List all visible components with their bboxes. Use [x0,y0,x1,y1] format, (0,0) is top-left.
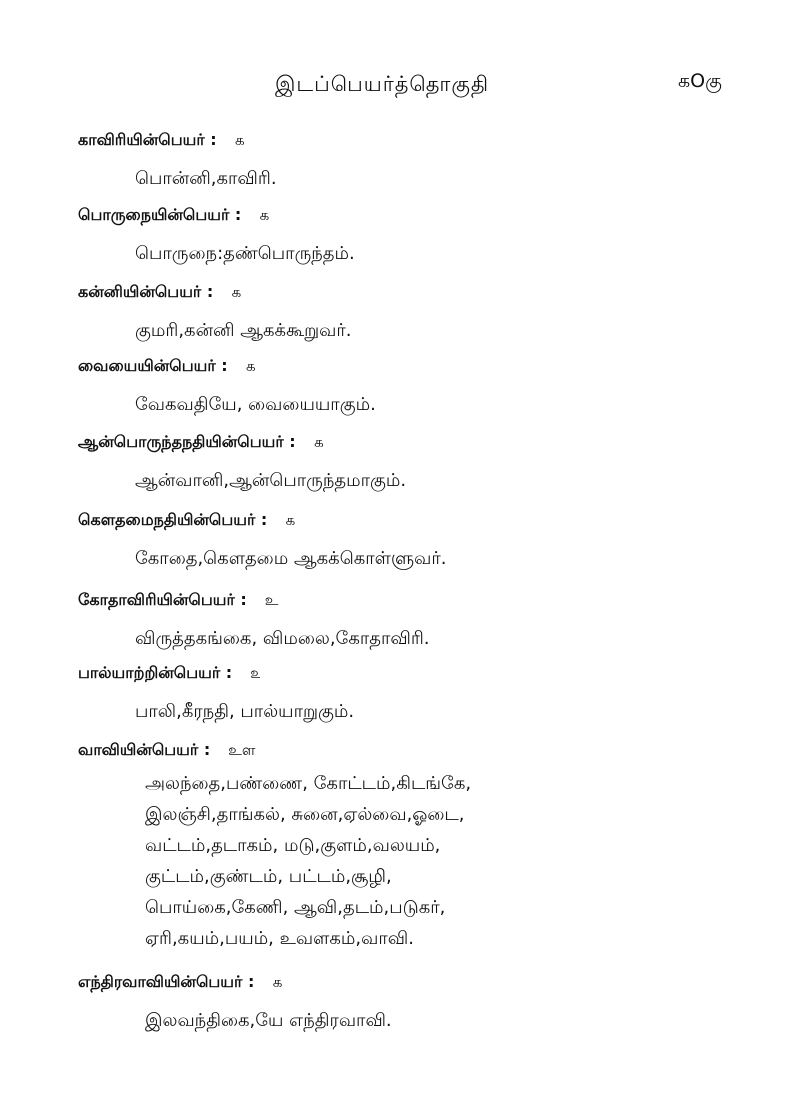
entry-count: உ [264,591,279,609]
entry-line: பொருநை:தண்பொருந்தம். [135,243,355,264]
entry-heading [78,205,270,226]
entry-line: குமரி,கன்னி ஆகக்கூறுவர். [135,320,352,341]
entry-body [135,624,430,654]
entry-heading [78,510,296,531]
entry-body [135,164,277,194]
entry-heading [78,590,278,611]
entry-line: பொன்னி,காவிரி. [135,168,277,189]
entry-count: ௧ [259,206,270,224]
entry-name: பால்யாற்றின்பெயர் : [78,663,233,682]
entry-line: கோதை,கௌதமை ஆகக்கொள்ளுவர். [135,548,447,569]
entry-line: வேகவதியே, வையையாகும். [135,394,376,415]
entry-name: வாவியின்பெயர் : [78,740,211,759]
entry-body [135,466,406,496]
entry-name: காவிரியின்பெயர் : [78,130,217,149]
entry-line: வட்டம்,தடாகம், மடு,குளம்,வலயம், [145,835,441,856]
entry-line: விருத்தகங்கை, விமலை,கோதாவிரி. [135,628,430,649]
entry-count: ௨ [250,664,261,682]
entry-count: ௧ [231,283,242,301]
entry-heading [78,740,255,761]
page-number: கOகு [678,70,722,92]
entry-body [145,768,471,954]
entry-name: கன்னியின்பெயர் : [78,282,214,301]
entry-line: இலஞ்சி,தாங்கல், சுனை,ஏல்வை,ஓடை, [145,804,465,825]
entry-line: ஏரி,கயம்,பயம், உவளகம்,வாவி. [145,928,414,949]
entry-name: பொருநையின்பெயர் : [78,205,242,224]
entry-count: ௧ [245,357,256,375]
entry-heading [78,663,261,684]
entry-line: குட்டம்,குண்டம், பட்டம்,சூழி, [145,866,392,887]
entry-name: கோதாவிரியின்பெயர் : [78,590,247,609]
entry-count: ௧ [285,511,296,529]
entry-body [135,390,376,420]
entry-body [135,316,352,346]
entry-count: ௧ [313,433,324,451]
entry-count: உள [228,741,256,759]
entry-body [135,697,354,727]
entry-body [135,544,446,574]
entry-name: வையையின்பெயர் : [78,356,228,375]
entry-line: இலவந்திகை,யே எந்திரவாவி. [145,1010,392,1031]
entry-body [135,239,355,269]
entry-line: பொய்கை,கேணி, ஆவி,தடம்,படுகர், [145,897,446,918]
entry-line: பாலி,கீரநதி, பால்யாறுகும். [135,701,355,722]
entry-line: ஆன்வானி,ஆன்பொருந்தமாகும். [135,470,407,491]
entry-heading [78,432,324,453]
entry-count: ௧ [234,131,245,149]
entry-heading [78,130,245,151]
entry-name: கௌதமைநதியின்பெயர் : [78,510,268,529]
entry-body [145,1006,392,1036]
entry-name: எந்திரவாவியின்பெயர் : [78,972,255,991]
entry-heading [78,972,283,993]
running-title: இடப்பெயர்த்தொகுதி [275,72,490,96]
entry-count: ௧ [272,973,283,991]
entry-heading [78,282,242,303]
entry-name: ஆன்பொருந்தநதியின்பெயர் : [78,432,296,451]
entry-heading [78,356,256,377]
entry-line: அலந்தை,பண்ணை, கோட்டம்,கிடங்கே, [145,773,472,794]
